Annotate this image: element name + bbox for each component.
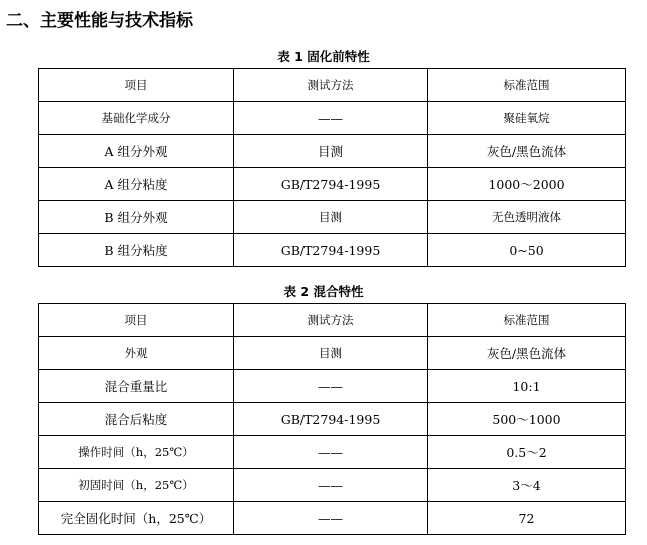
- cell-range: 灰色/黑色流体: [428, 135, 626, 168]
- table-row: [39, 337, 626, 370]
- cell-item: 完全固化时间（h，25℃）: [39, 502, 234, 535]
- header-standard-range: 标准范围: [428, 69, 626, 102]
- cell-range: 无色透明液体: [428, 201, 626, 234]
- cell-method: GB/T2794-1995: [234, 234, 428, 267]
- header-item: 项目: [39, 69, 234, 102]
- cell-method: GB/T2794-1995: [234, 168, 428, 201]
- table-pre-cure-properties: [38, 68, 626, 267]
- cell-range: 10:1: [428, 370, 626, 403]
- cell-method: GB/T2794-1995: [234, 403, 428, 436]
- cell-item: 外观: [39, 337, 234, 370]
- cell-method: 目测: [234, 201, 428, 234]
- cell-method: ——: [234, 102, 428, 135]
- header-test-method: 测试方法: [234, 304, 428, 337]
- cell-item: 基础化学成分: [39, 102, 234, 135]
- table-row: [39, 168, 626, 201]
- cell-range: 1000～2000: [428, 168, 626, 201]
- cell-range: 72: [428, 502, 626, 535]
- table-row: [39, 201, 626, 234]
- cell-range: 0~50: [428, 234, 626, 267]
- cell-range: 聚硅氧烷: [428, 102, 626, 135]
- table-row: [39, 102, 626, 135]
- cell-item: B 组分外观: [39, 201, 234, 234]
- table-header-row: [39, 304, 626, 337]
- cell-item: 初固时间（h，25℃）: [39, 469, 234, 502]
- section-heading: 二、主要性能与技术指标: [6, 11, 193, 31]
- table-row: [39, 469, 626, 502]
- table-row: [39, 370, 626, 403]
- table-row: [39, 135, 626, 168]
- cell-item: 混合后粘度: [39, 403, 234, 436]
- cell-method: ——: [234, 502, 428, 535]
- cell-method: ——: [234, 469, 428, 502]
- table-mixing-properties: [38, 303, 626, 535]
- header-test-method: 测试方法: [234, 69, 428, 102]
- table-row: [39, 234, 626, 267]
- cell-item: 混合重量比: [39, 370, 234, 403]
- cell-item: B 组分粘度: [39, 234, 234, 267]
- cell-range: 灰色/黑色流体: [428, 337, 626, 370]
- cell-range: 0.5～2: [428, 436, 626, 469]
- cell-method: ——: [234, 370, 428, 403]
- cell-range: 500～1000: [428, 403, 626, 436]
- table-row: [39, 403, 626, 436]
- cell-item: 操作时间（h，25℃）: [39, 436, 234, 469]
- cell-range: 3～4: [428, 469, 626, 502]
- cell-method: 目测: [234, 135, 428, 168]
- table-header-row: [39, 69, 626, 102]
- cell-method: ——: [234, 436, 428, 469]
- cell-item: A 组分粘度: [39, 168, 234, 201]
- table2-caption: 表 2 混合特性: [283, 284, 364, 299]
- table-row: [39, 502, 626, 535]
- header-item: 项目: [39, 304, 234, 337]
- table1-caption: 表 1 固化前特性: [277, 49, 370, 64]
- header-standard-range: 标准范围: [428, 304, 626, 337]
- table-row: [39, 436, 626, 469]
- cell-method: 目测: [234, 337, 428, 370]
- cell-item: A 组分外观: [39, 135, 234, 168]
